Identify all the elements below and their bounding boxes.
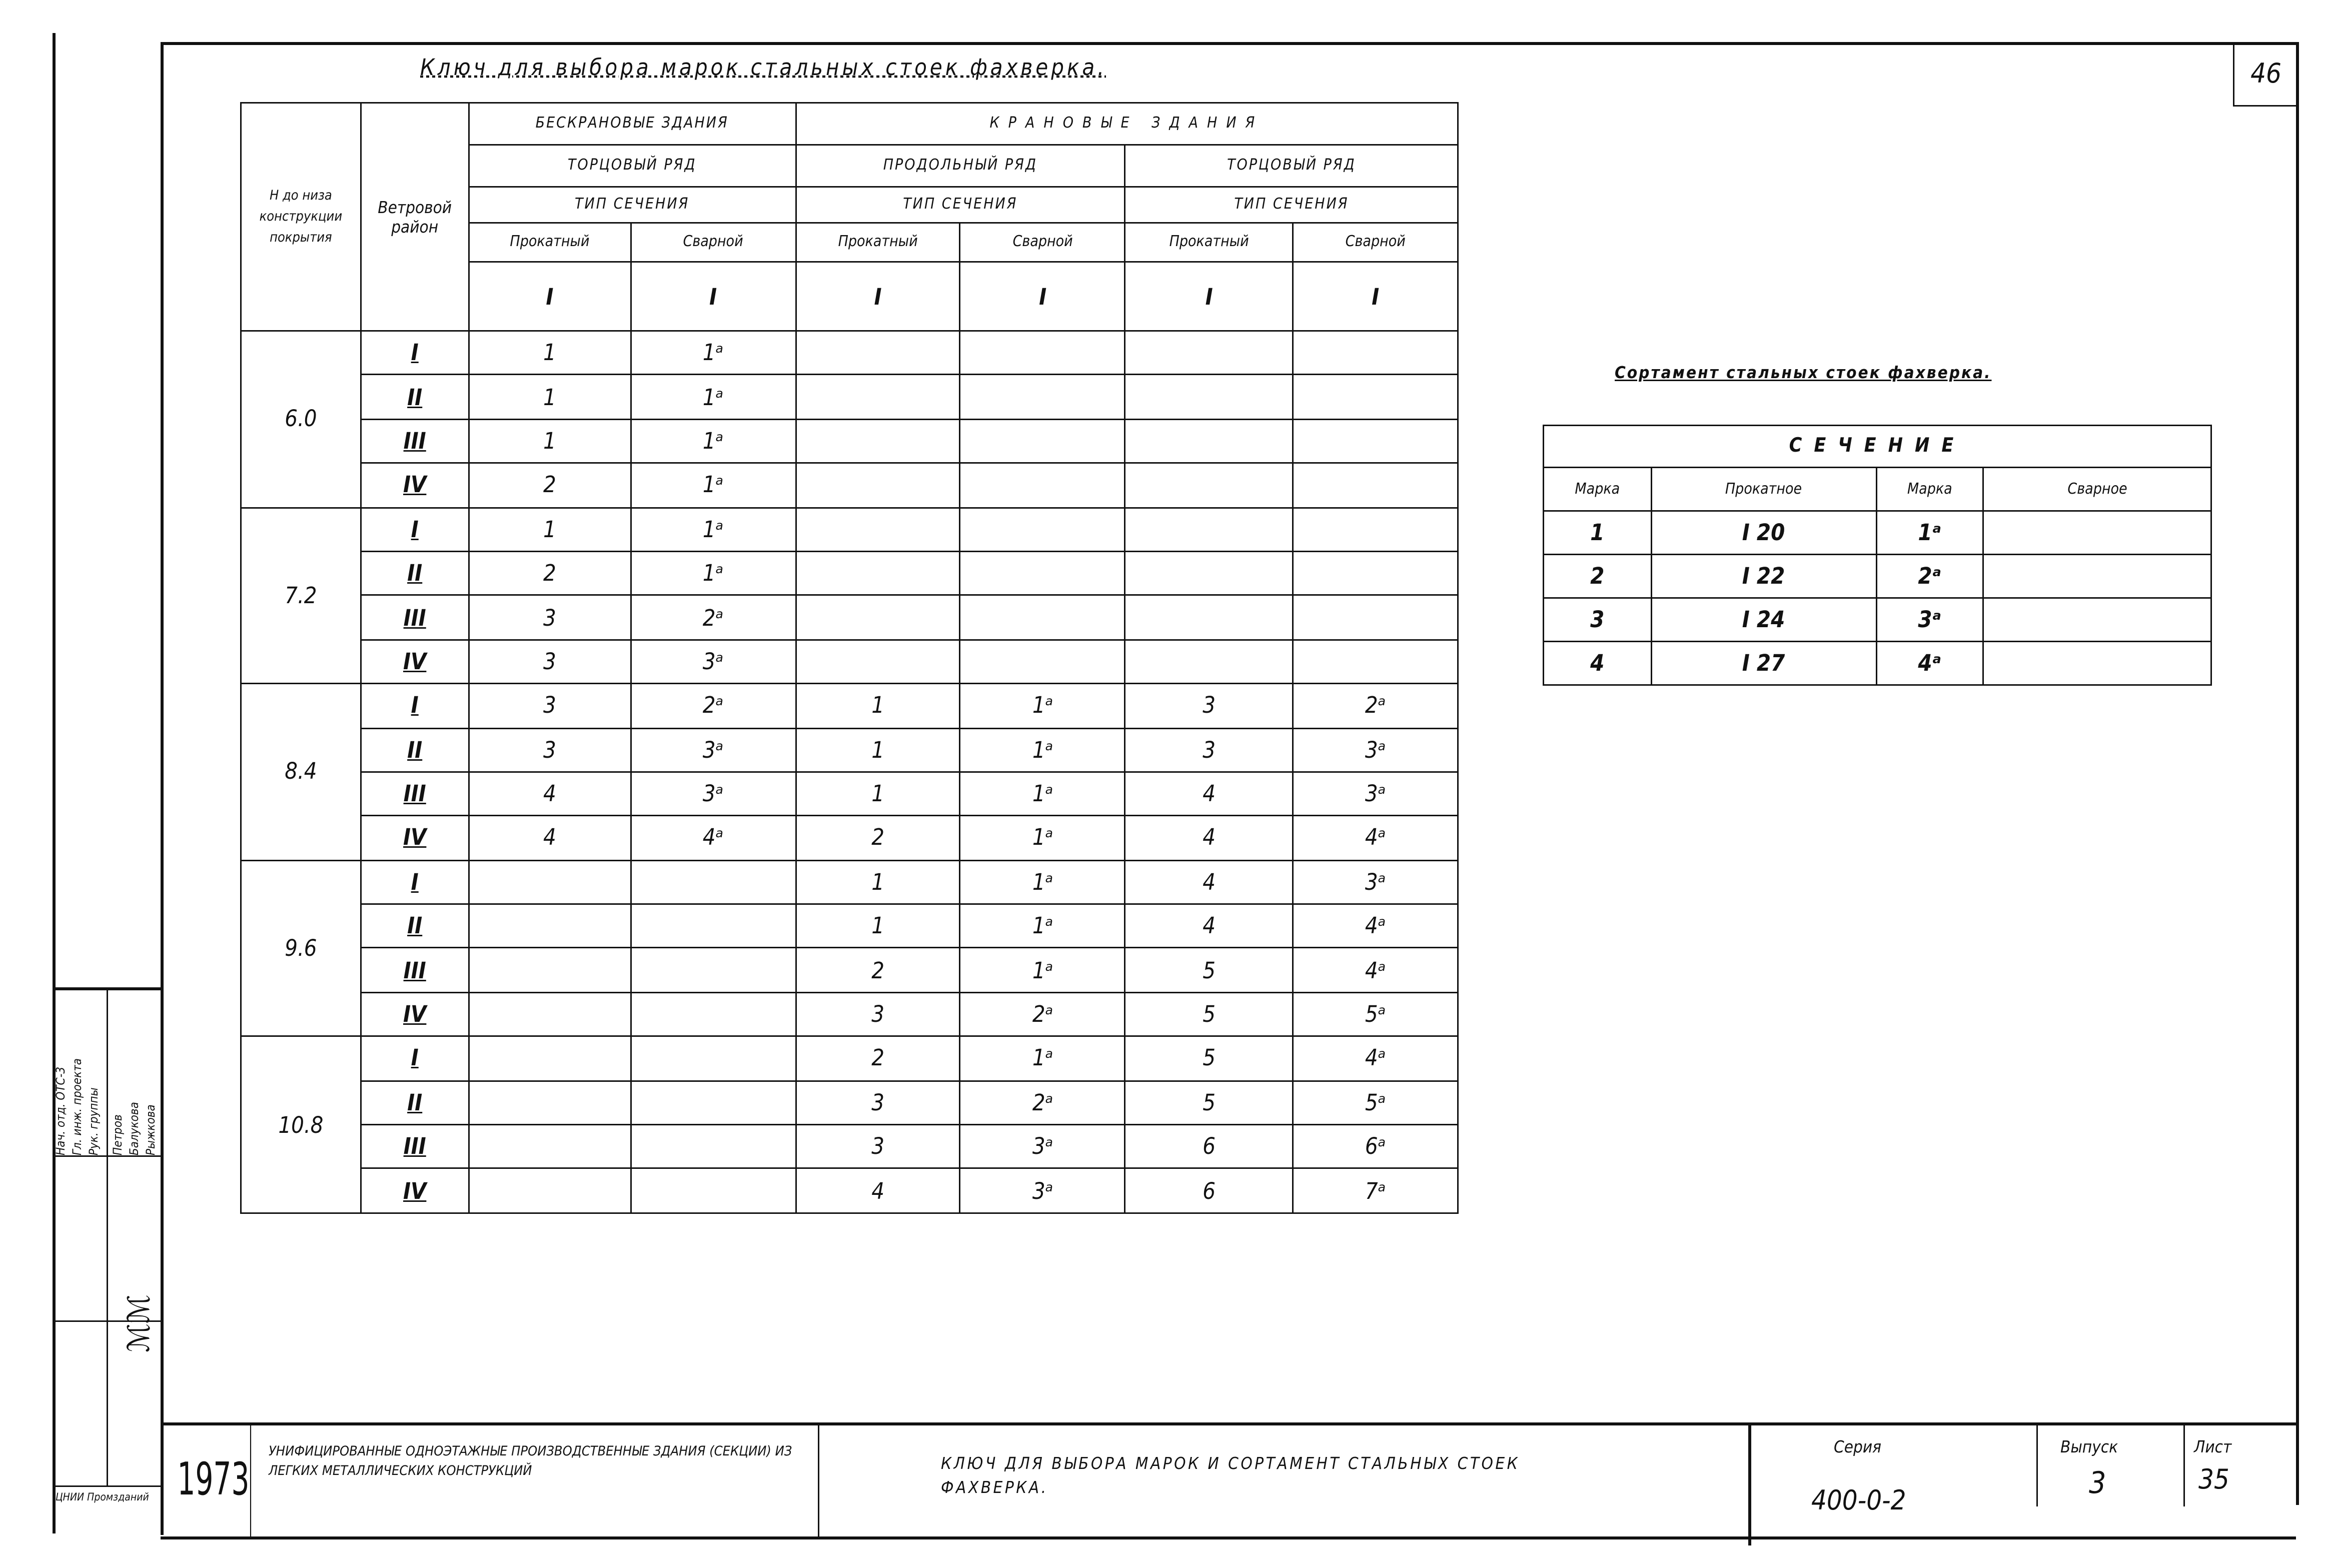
mark-cell	[795, 596, 960, 640]
header-wind-region: Ветровой район	[361, 103, 469, 331]
assortment-table	[1543, 425, 2212, 686]
i-beam-icon: I	[469, 262, 631, 331]
mark-cell: 4	[469, 816, 631, 860]
mark-cell: 4ᵃ	[1293, 816, 1458, 860]
assortment-cell: 1ᵃ	[1876, 511, 1984, 555]
mark-cell: 1	[469, 375, 631, 419]
assortment-section-header: СЕЧЕНИЕ	[1544, 426, 2211, 468]
mark-cell: 4	[1125, 816, 1293, 860]
mark-cell	[795, 640, 960, 684]
mark-cell: 4	[795, 1169, 960, 1213]
table-row	[1544, 642, 2211, 685]
mark-cell: 1ᵃ	[960, 860, 1125, 904]
series-value: 400-0-2	[1811, 1485, 1906, 1517]
i-beam-icon: I	[1293, 262, 1458, 331]
assortment-header: Сварное	[1984, 468, 2211, 511]
height-value: 7.2	[241, 507, 361, 684]
wind-region: I	[361, 507, 469, 551]
mark-cell	[960, 596, 1125, 640]
table-row	[241, 551, 1458, 595]
height-value: 10.8	[241, 1036, 361, 1213]
mark-cell	[960, 463, 1125, 507]
header-craneless: БЕСКРАНОВЫЕ ЗДАНИЯ	[469, 103, 795, 145]
mark-cell: 5	[1125, 948, 1293, 992]
header-rolled: Прокатный	[469, 223, 631, 262]
header-rolled: Прокатный	[795, 223, 960, 262]
mark-cell: 1ᵃ	[631, 463, 796, 507]
mark-cell	[469, 1080, 631, 1124]
header-end-row: ТОРЦОВЫЙ РЯД	[469, 145, 795, 187]
mark-cell	[631, 992, 796, 1036]
issue-value: 3	[2089, 1464, 2106, 1500]
assortment-cell: I 22	[1651, 555, 1876, 598]
mark-cell: 4ᵃ	[631, 816, 796, 860]
mark-cell	[631, 1080, 796, 1124]
mark-cell: 3	[469, 684, 631, 728]
assortment-cell	[1984, 598, 2211, 642]
mark-cell	[469, 904, 631, 948]
sheet-label: Лист	[2194, 1437, 2232, 1457]
stamp-role: Гл. инж. проекта	[71, 1058, 84, 1155]
mark-cell	[1125, 331, 1293, 375]
mark-cell: 4	[1125, 904, 1293, 948]
key-table	[240, 102, 1459, 1213]
header-end-row-2: ТОРЦОВЫЙ РЯД	[1125, 145, 1458, 187]
mark-cell: 1ᵃ	[631, 551, 796, 595]
mark-cell: 4	[1125, 772, 1293, 816]
mark-cell: 1ᵃ	[960, 948, 1125, 992]
assortment-cell: 3	[1544, 598, 1652, 642]
assortment-cell: 2	[1544, 555, 1652, 598]
side-stamp	[53, 987, 161, 1538]
mark-cell: 2	[795, 816, 960, 860]
mark-cell: 1	[469, 419, 631, 463]
mark-cell	[960, 419, 1125, 463]
mark-cell: 5	[1125, 992, 1293, 1036]
mark-cell: 4ᵃ	[1293, 904, 1458, 948]
assortment-cell	[1984, 642, 2211, 685]
mark-cell	[795, 463, 960, 507]
table-row	[241, 1125, 1458, 1169]
table-row	[241, 1169, 1458, 1213]
mark-cell: 1	[795, 728, 960, 772]
mark-cell	[1293, 551, 1458, 595]
wind-region: IV	[361, 816, 469, 860]
i-beam-icon: I	[795, 262, 960, 331]
i-beam-icon: I	[960, 262, 1125, 331]
header-longitudinal-row: ПРОДОЛЬНЫЙ РЯД	[795, 145, 1125, 187]
wind-region: IV	[361, 992, 469, 1036]
mark-cell: 1	[469, 331, 631, 375]
mark-cell	[631, 948, 796, 992]
i-beam-icon: I	[1125, 262, 1293, 331]
stamp-name: Рыжкова	[144, 1104, 158, 1155]
mark-cell: 4ᵃ	[1293, 1036, 1458, 1080]
mark-cell	[1125, 551, 1293, 595]
mark-cell: 4ᵃ	[1293, 948, 1458, 992]
mark-cell: 2	[795, 1036, 960, 1080]
mark-cell: 5ᵃ	[1293, 992, 1458, 1036]
wind-region: II	[361, 551, 469, 595]
header-rolled: Прокатный	[1125, 223, 1293, 262]
table-row	[241, 904, 1458, 948]
mark-cell	[469, 1036, 631, 1080]
mark-cell	[631, 1036, 796, 1080]
header-welded: Сварной	[631, 223, 796, 262]
assortment-cell: 2ᵃ	[1876, 555, 1984, 598]
assortment-cell: 1	[1544, 511, 1652, 555]
stamp-name: Балукова	[128, 1102, 141, 1155]
table-row	[1544, 598, 2211, 642]
mark-cell: 2ᵃ	[631, 684, 796, 728]
mark-cell: 3	[1125, 728, 1293, 772]
mark-cell: 1ᵃ	[960, 1036, 1125, 1080]
wind-region: IV	[361, 463, 469, 507]
assortment-cell: 4ᵃ	[1876, 642, 1984, 685]
table-row	[241, 507, 1458, 551]
signatures: ℳℳ	[120, 1294, 157, 1352]
table-row	[241, 463, 1458, 507]
mark-cell: 4	[469, 772, 631, 816]
mark-cell	[1293, 375, 1458, 419]
table-row	[241, 772, 1458, 816]
wind-region: I	[361, 684, 469, 728]
table-row	[241, 992, 1458, 1036]
table-row	[241, 728, 1458, 772]
mark-cell	[1125, 419, 1293, 463]
mark-cell	[469, 948, 631, 992]
mark-cell: 5	[1125, 1036, 1293, 1080]
height-value: 8.4	[241, 684, 361, 860]
assortment-title: Сортамент стальных стоек фахверка.	[1615, 363, 1992, 383]
mark-cell	[960, 507, 1125, 551]
project-name: УНИФИЦИРОВАННЫЕ ОДНОЭТАЖНЫЕ ПРОИЗВОДСТВЕННЫЕ ЗДАНИЯ (СЕКЦИИ) ИЗ ЛЕГКИХ МЕТАЛЛИЧЕСКИХ КОНСТРУКЦИЙ	[269, 1445, 792, 1479]
mark-cell: 3	[1125, 684, 1293, 728]
mark-cell: 3ᵃ	[1293, 772, 1458, 816]
mark-cell: 5	[1125, 1080, 1293, 1124]
wind-region: II	[361, 1080, 469, 1124]
mark-cell: 3	[795, 992, 960, 1036]
sheet-value: 35	[2198, 1464, 2229, 1496]
wind-region: III	[361, 948, 469, 992]
mark-cell: 1ᵃ	[960, 684, 1125, 728]
header-section-type: ТИП СЕЧЕНИЯ	[795, 187, 1125, 223]
mark-cell	[631, 904, 796, 948]
mark-cell	[469, 1125, 631, 1169]
wind-region: I	[361, 1036, 469, 1080]
table-row	[1544, 511, 2211, 555]
mark-cell: 2	[469, 463, 631, 507]
height-value: 9.6	[241, 860, 361, 1037]
table-row	[241, 1036, 1458, 1080]
mark-cell: 3	[469, 728, 631, 772]
mark-cell: 2ᵃ	[1293, 684, 1458, 728]
mark-cell: 1ᵃ	[960, 772, 1125, 816]
page-title: Ключ для выбора марок стальных стоек фахверка.	[420, 54, 1107, 81]
mark-cell: 1ᵃ	[631, 375, 796, 419]
table-row	[1544, 555, 2211, 598]
mark-cell	[1293, 640, 1458, 684]
mark-cell	[960, 640, 1125, 684]
mark-cell: 6	[1125, 1169, 1293, 1213]
table-row	[241, 816, 1458, 860]
assortment-cell: 3ᵃ	[1876, 598, 1984, 642]
mark-cell: 2	[469, 551, 631, 595]
mark-cell: 1ᵃ	[960, 816, 1125, 860]
mark-cell: 2ᵃ	[960, 992, 1125, 1036]
mark-cell: 2ᵃ	[960, 1080, 1125, 1124]
i-beam-icon: I	[631, 262, 796, 331]
table-row	[241, 1080, 1458, 1124]
mark-cell: 2ᵃ	[631, 596, 796, 640]
mark-cell	[960, 331, 1125, 375]
mark-cell: 3ᵃ	[960, 1169, 1125, 1213]
stamp-role: Нач. отд. ОТС-3	[54, 1066, 68, 1155]
header-section-type: ТИП СЕЧЕНИЯ	[469, 187, 795, 223]
mark-cell	[631, 860, 796, 904]
mark-cell: 1ᵃ	[631, 419, 796, 463]
mark-cell	[795, 551, 960, 595]
mark-cell: 1	[795, 860, 960, 904]
mark-cell: 1ᵃ	[631, 507, 796, 551]
mark-cell	[1293, 419, 1458, 463]
mark-cell: 6ᵃ	[1293, 1125, 1458, 1169]
assortment-cell: I 27	[1651, 642, 1876, 685]
wind-region: IV	[361, 1169, 469, 1213]
stamp-name: Петров	[111, 1114, 125, 1155]
table-row	[241, 948, 1458, 992]
table-row	[241, 419, 1458, 463]
header-height: Н до низа конструкции покрытия	[241, 103, 361, 331]
mark-cell: 1	[795, 772, 960, 816]
table-row	[241, 684, 1458, 728]
mark-cell: 3	[795, 1080, 960, 1124]
mark-cell	[1125, 596, 1293, 640]
table-row	[241, 596, 1458, 640]
mark-cell: 3ᵃ	[1293, 728, 1458, 772]
assortment-cell	[1984, 511, 2211, 555]
assortment-header: Марка	[1876, 468, 1984, 511]
assortment-header: Марка	[1544, 468, 1652, 511]
mark-cell: 1ᵃ	[960, 904, 1125, 948]
assortment-cell: I 20	[1651, 511, 1876, 555]
height-value: 6.0	[241, 331, 361, 508]
frame-inner-line	[161, 42, 164, 1535]
wind-region: III	[361, 1125, 469, 1169]
mark-cell	[1293, 507, 1458, 551]
table-row	[241, 331, 1458, 375]
wind-region: III	[361, 596, 469, 640]
mark-cell: 2	[795, 948, 960, 992]
assortment-header: Прокатное	[1651, 468, 1876, 511]
wind-region: III	[361, 772, 469, 816]
mark-cell: 6	[1125, 1125, 1293, 1169]
mark-cell	[1125, 507, 1293, 551]
wind-region: I	[361, 331, 469, 375]
mark-cell: 7ᵃ	[1293, 1169, 1458, 1213]
mark-cell	[960, 551, 1125, 595]
header-section-type: ТИП СЕЧЕНИЯ	[1125, 187, 1458, 223]
frame-top-line	[161, 42, 2299, 45]
org-name: ЦНИИ Промзданий	[56, 1491, 149, 1503]
wind-region: I	[361, 860, 469, 904]
mark-cell	[1125, 463, 1293, 507]
wind-region: III	[361, 419, 469, 463]
mark-cell: 1	[469, 507, 631, 551]
mark-cell	[960, 375, 1125, 419]
header-welded: Сварной	[960, 223, 1125, 262]
wind-region: II	[361, 375, 469, 419]
table-row	[241, 375, 1458, 419]
stamp-role: Рук. группы	[87, 1087, 101, 1155]
mark-cell: 5ᵃ	[1293, 1080, 1458, 1124]
issue-label: Выпуск	[2060, 1437, 2118, 1457]
corner-sheet-number: 46	[2233, 45, 2297, 107]
mark-cell: 1ᵃ	[960, 728, 1125, 772]
mark-cell: 3ᵃ	[1293, 860, 1458, 904]
mark-cell	[1293, 331, 1458, 375]
mark-cell: 1	[795, 684, 960, 728]
mark-cell	[469, 1169, 631, 1213]
mark-cell: 3ᵃ	[960, 1125, 1125, 1169]
mark-cell: 1ᵃ	[631, 331, 796, 375]
mark-cell: 3ᵃ	[631, 772, 796, 816]
year: 1973	[177, 1425, 251, 1536]
mark-cell	[631, 1169, 796, 1213]
mark-cell: 3ᵃ	[631, 640, 796, 684]
mark-cell	[1293, 463, 1458, 507]
mark-cell	[469, 992, 631, 1036]
mark-cell	[795, 507, 960, 551]
header-crane: КРАНОВЫЕ ЗДАНИЯ	[795, 103, 1458, 145]
mark-cell	[631, 1125, 796, 1169]
assortment-cell: 4	[1544, 642, 1652, 685]
wind-region: II	[361, 904, 469, 948]
table-row	[241, 860, 1458, 904]
header-welded: Сварной	[1293, 223, 1458, 262]
wind-region: II	[361, 728, 469, 772]
mark-cell: 3	[469, 640, 631, 684]
mark-cell	[795, 419, 960, 463]
mark-cell: 3	[795, 1125, 960, 1169]
sheet-title: КЛЮЧ ДЛЯ ВЫБОРА МАРОК И СОРТАМЕНТ СТАЛЬНЫХ СТОЕК ФАХВЕРКА.	[941, 1454, 1520, 1497]
mark-cell: 3ᵃ	[631, 728, 796, 772]
wind-region: IV	[361, 640, 469, 684]
mark-cell: 4	[1125, 860, 1293, 904]
mark-cell: 1	[795, 904, 960, 948]
assortment-cell	[1984, 555, 2211, 598]
mark-cell	[1125, 640, 1293, 684]
mark-cell	[1293, 596, 1458, 640]
frame-right-line	[2296, 42, 2299, 1505]
mark-cell	[795, 331, 960, 375]
mark-cell	[469, 860, 631, 904]
mark-cell	[1125, 375, 1293, 419]
mark-cell: 3	[469, 596, 631, 640]
assortment-cell: I 24	[1651, 598, 1876, 642]
series-label: Серия	[1834, 1437, 1882, 1457]
mark-cell	[795, 375, 960, 419]
title-block	[161, 1422, 2296, 1539]
table-row	[241, 640, 1458, 684]
